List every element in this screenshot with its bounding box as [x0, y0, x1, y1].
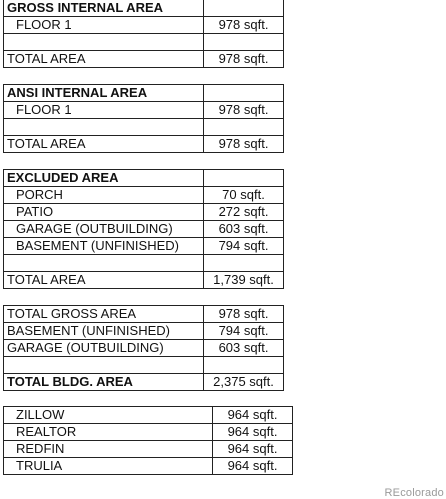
- row-label: GARAGE (OUTBUILDING): [4, 221, 204, 238]
- empty-cell: [4, 34, 204, 51]
- empty-cell: [204, 85, 284, 102]
- gross-internal-area-table: [3, 0, 284, 68]
- table-row: [4, 357, 284, 374]
- ansi-internal-area-table: [3, 84, 284, 153]
- row-label: BASEMENT (UNFINISHED): [4, 323, 204, 340]
- row-value: 794 sqft.: [204, 238, 284, 255]
- row-value: 964 sqft.: [213, 424, 293, 441]
- row-label: GARAGE (OUTBUILDING): [4, 340, 204, 357]
- table-row: [4, 238, 284, 255]
- total-label: TOTAL AREA: [4, 272, 204, 289]
- section-heading: EXCLUDED AREA: [4, 170, 204, 187]
- row-label: TRULIA: [4, 458, 213, 475]
- table-row: [4, 34, 284, 51]
- table-row: [4, 85, 284, 102]
- empty-cell: [204, 357, 284, 374]
- table-row: [4, 0, 284, 17]
- empty-cell: [204, 255, 284, 272]
- row-value: 964 sqft.: [213, 458, 293, 475]
- row-value: 70 sqft.: [204, 187, 284, 204]
- row-value: 964 sqft.: [213, 441, 293, 458]
- empty-cell: [4, 357, 204, 374]
- table-row: [4, 424, 293, 441]
- row-label: FLOOR 1: [4, 102, 204, 119]
- row-label: PORCH: [4, 187, 204, 204]
- table-row: [4, 441, 293, 458]
- listing-sources-table: [3, 406, 293, 475]
- table-row: [4, 136, 284, 153]
- row-value: 794 sqft.: [204, 323, 284, 340]
- table-row: [4, 323, 284, 340]
- row-value: 272 sqft.: [204, 204, 284, 221]
- table-row: [4, 187, 284, 204]
- table-row: [4, 51, 284, 68]
- row-value: 964 sqft.: [213, 407, 293, 424]
- watermark: REcolorado: [384, 487, 444, 499]
- table-row: [4, 221, 284, 238]
- table-row: [4, 255, 284, 272]
- empty-cell: [4, 255, 204, 272]
- row-label: PATIO: [4, 204, 204, 221]
- empty-cell: [4, 119, 204, 136]
- row-value: 603 sqft.: [204, 221, 284, 238]
- row-label: BASEMENT (UNFINISHED): [4, 238, 204, 255]
- table-row: [4, 272, 284, 289]
- empty-cell: [204, 0, 284, 17]
- table-row: [4, 17, 284, 34]
- table-row: [4, 458, 293, 475]
- row-value: 978 sqft.: [204, 102, 284, 119]
- row-label: TOTAL GROSS AREA: [4, 306, 204, 323]
- total-label: TOTAL AREA: [4, 136, 204, 153]
- row-label: FLOOR 1: [4, 17, 204, 34]
- table-row: [4, 340, 284, 357]
- table-row: [4, 306, 284, 323]
- total-value: 2,375 sqft.: [204, 374, 284, 391]
- empty-cell: [204, 119, 284, 136]
- total-label: TOTAL AREA: [4, 51, 204, 68]
- row-label: REALTOR: [4, 424, 213, 441]
- row-value: 978 sqft.: [204, 306, 284, 323]
- table-row: [4, 102, 284, 119]
- empty-cell: [204, 34, 284, 51]
- building-area-table: [3, 305, 284, 391]
- total-label: TOTAL BLDG. AREA: [4, 374, 204, 391]
- total-value: 978 sqft.: [204, 136, 284, 153]
- row-value: 978 sqft.: [204, 17, 284, 34]
- total-value: 1,739 sqft.: [204, 272, 284, 289]
- empty-cell: [204, 170, 284, 187]
- table-row: [4, 119, 284, 136]
- table-row: [4, 204, 284, 221]
- section-heading: ANSI INTERNAL AREA: [4, 85, 204, 102]
- table-row: [4, 170, 284, 187]
- table-row: [4, 374, 284, 391]
- row-value: 603 sqft.: [204, 340, 284, 357]
- row-label: ZILLOW: [4, 407, 213, 424]
- table-row: [4, 407, 293, 424]
- section-heading: GROSS INTERNAL AREA: [4, 0, 204, 17]
- total-value: 978 sqft.: [204, 51, 284, 68]
- row-label: REDFIN: [4, 441, 213, 458]
- excluded-area-table: [3, 169, 284, 289]
